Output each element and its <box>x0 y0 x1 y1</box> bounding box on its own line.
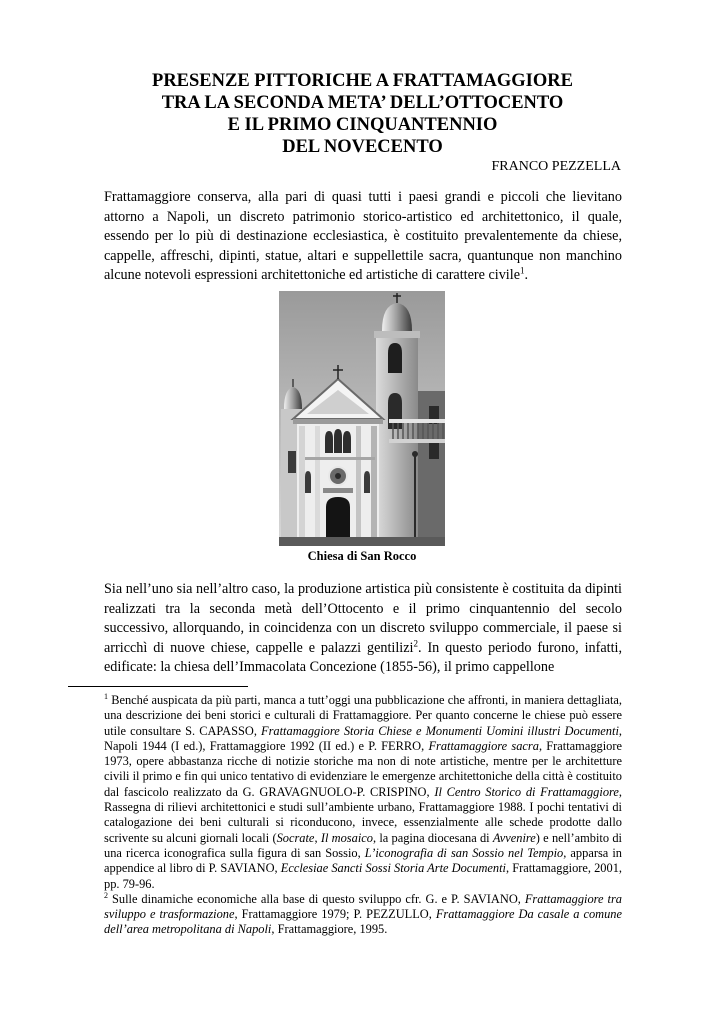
footnote-1-title: Il Centro Storico di Frattamaggiore <box>434 784 619 799</box>
footnote-1-title: Avvenire <box>492 830 536 845</box>
page-title <box>60 70 665 158</box>
footnote-1-number: 1 <box>104 691 108 701</box>
footnote-1-title: Ecclesiae Sancti Sossi Storia Arte Documenti <box>280 861 506 876</box>
footnote-2-number: 2 <box>104 890 108 900</box>
footnote-1-title: Frattamaggiore sacra <box>428 738 539 753</box>
paragraph-intro-end: . <box>524 267 529 284</box>
title-line-3: E IL PRIMO CINQUANTENNIO <box>227 115 498 135</box>
footnote-1-text: , Frattamaggiore 1973, opere abbastanza ricche di notizie storiche ma non di note artistiche, mentre per le architetture civili il primo e fin qui unico tentativo di evidenziare le emergenze architettoniche della città è costituito dal fascicolo realizzato da G. GRAVAGNUOLO-P. CRISPINO, <box>104 738 622 799</box>
footnote-2-text: , Frattamaggiore 1979; P. PEZZULLO, <box>234 907 436 922</box>
footnote-1-text: , Frattamaggiore, 2001, pp. 79-96. <box>104 861 622 891</box>
footnote-2-text: Sulle dinamiche economiche alla base di questo sviluppo cfr. G. e P. SAVIANO, <box>108 891 525 906</box>
footnote-1-text: , Rassegna di rilievi architettonici e studi sull’ambiente urbano, Frattamaggiore 1988. I pochi tentativi di catalogazione dei beni culturali si riconducono, invece, essenzialmente alle schede prodotte dallo scrivente su alcuni giornali locali ( <box>104 784 622 845</box>
footnote-1-text: , la pagina diocesana di <box>372 830 493 845</box>
footnote-2-text: , Frattamaggiore, 1995. <box>271 922 388 937</box>
footnote-1-text: , <box>314 830 321 845</box>
footnote-ref-1[interactable]: 1 <box>520 265 525 276</box>
paragraph-intro-text: Frattamaggiore conserva, alla pari di quasi tutti i paesi grandi e piccoli che lievitano attorno a Napoli, un discreto patrimonio storico-artistico ed architettonico, il quale, essendo per lo più di destinazione ecclesiastica, è costituito prevalentemente da chiese, cappelle, affreschi, dipinti, statue, altari e suppellettile sacra, quantunque non manchino alcune notevoli espressioni architettoniche ed artistiche di carattere civile <box>104 189 622 284</box>
footnote-1-text: ) e nell’ambito di una ricerca iconografica sulla figura di san Sossio, <box>104 830 622 860</box>
footnote-1-title: Frattamaggiore Storia Chiese e Monumenti Uomini illustri Documenti <box>261 723 619 738</box>
title-line-2: TRA LA SECONDA META’ DELL’OTTOCENTO <box>161 93 564 113</box>
footnote-1 <box>104 693 622 892</box>
footnote-separator <box>68 686 248 687</box>
footnote-1-text: , apparsa in appendice al libro di P. SAVIANO, <box>104 845 622 876</box>
paragraph-intro <box>104 188 622 286</box>
footnote-1-text: Benché auspicata da più parti, manca a tutt’oggi una pubblicazione che affronti, in maniera dettagliata, una descrizione dei beni storici e culturali di Frattamaggiore. Per quanto concerne le chiese può essere utile consultare S. CAPASSO, <box>104 693 622 738</box>
figure-caption: Chiesa di San Rocco <box>307 549 417 563</box>
footnote-2 <box>104 892 622 938</box>
paragraph-main-text-b: . In questo periodo furono, infatti, edificate: la chiesa dell’Immacolata Concezione (1855-56), il primo cappellone <box>104 639 623 676</box>
church-photo <box>279 291 445 546</box>
title-line-4: DEL NOVECENTO <box>282 137 443 157</box>
footnote-1-title: Il mosaico <box>320 830 373 845</box>
footnote-1-title: L’iconografia di san Sossio nel Tempio <box>364 845 564 860</box>
footnote-1-title: Socrate <box>276 830 315 845</box>
footnote-2-title: Frattamaggiore Da casale a comune dell’area metropolitana di Napoli <box>104 907 622 937</box>
title-line-1: PRESENZE PITTORICHE A FRATTAMAGGIORE <box>152 71 573 91</box>
paragraph-main <box>104 580 622 678</box>
footnote-ref-2[interactable]: 2 <box>413 638 418 649</box>
author-name: FRANCO PEZZELLA <box>491 159 621 174</box>
paragraph-main-text-a: Sia nell’uno sia nell’altro caso, la produzione artistica più consistente è costituita da dipinti realizzati tra la seconda metà dell’Ottocento e il primo cinquantennio del secolo successivo, allorquando, in coincidenza con un discreto sviluppo commerciale, il paese si arricchì di nuove chiese, cappelle e palazzi gentilizi <box>104 581 622 656</box>
footnotes <box>104 693 622 938</box>
footnote-2-title: Frattamaggiore tra sviluppo e trasformazione <box>104 891 622 922</box>
footnote-1-text: , Napoli 1944 (I ed.), Frattamaggiore 1992 (II ed.) e P. FERRO, <box>104 723 622 753</box>
